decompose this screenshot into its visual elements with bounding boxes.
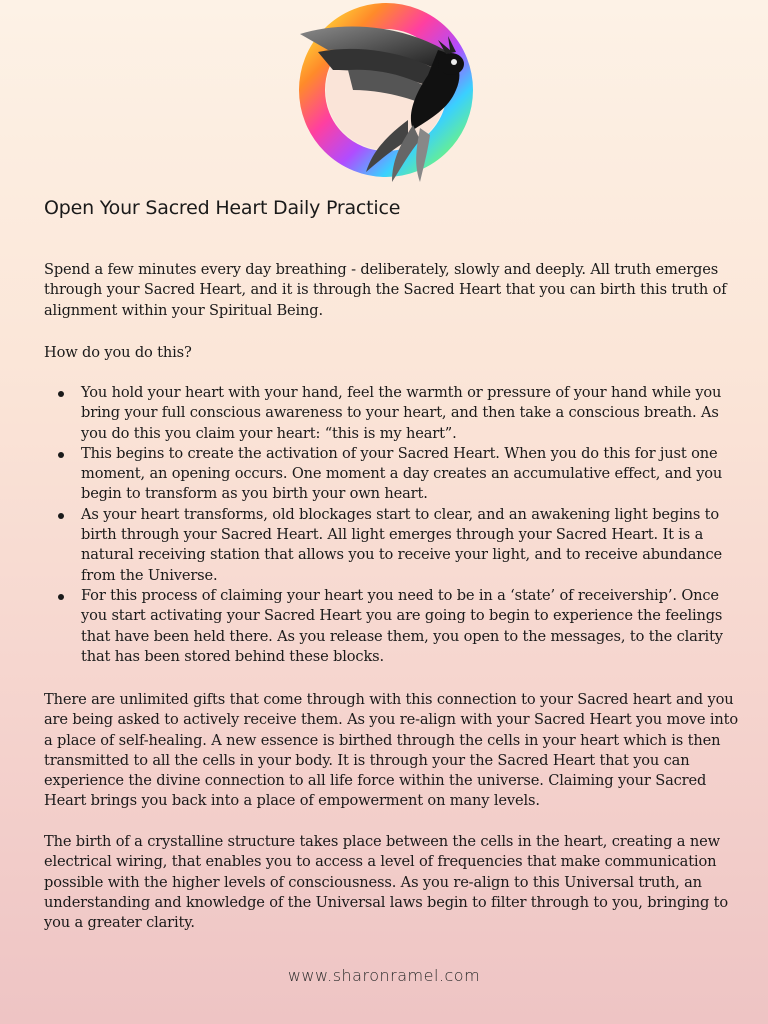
list-item-text: As your heart transforms, old blockages start to clear, and an awakening light begins to birth through your Sacred Heart. All light emerges through your Sacred Heart. It is a natural receiving station that allows you to receive your light, and to receive abundance from the Universe. <box>81 505 723 584</box>
list-item <box>44 383 744 444</box>
bullet-dot-icon <box>58 594 64 600</box>
list-item-text: You hold your heart with your hand, feel the warmth or pressure of your hand while you bring your full conscious awareness to your heart, and then take a conscious breath. As you do this you claim your heart: “this is my heart”. <box>81 384 722 442</box>
bullet-dot-icon <box>58 452 64 458</box>
list-item <box>44 505 744 586</box>
list-item <box>44 444 744 505</box>
list-item-text: For this process of claiming your heart you need to be in a ‘state’ of receivership’. Once you start activating your Sacred Heart you are going to begin to experience the feelings that have been held there. As you release them, you open to the messages, to the clarity that has been stored behind these blocks. <box>81 586 723 665</box>
question-paragraph: How do you do this? <box>44 344 192 361</box>
bullet-dot-icon <box>58 513 64 519</box>
crystalline-paragraph: The birth of a crystalline structure takes place between the cells in the heart, creating a new electrical wiring, that enables you to access a level of frequencies that make communication possible with the higher levels of consciousness. As you re-align to this Universal truth, an understanding and knowledge of the Universal laws begin to filter through to you, bringing to you a greater clarity. <box>44 833 728 932</box>
list-item <box>44 586 744 667</box>
list-item-text: This begins to create the activation of your Sacred Heart. When you do this for just one moment, an opening occurs. One moment a day creates an accumulative effect, and you begin to transform as you birth your own heart. <box>81 444 723 503</box>
gifts-paragraph: There are unlimited gifts that come through with this connection to your Sacred heart and you are being asked to actively receive them. As you re-align with your Sacred Heart you move into a place of self-healing. A new essence is birthed through the cells in your heart which is then transmitted to all the cells in your body. It is through your the Sacred Heart that you can experience the divine connection to all life force within the universe. Claiming your Sacred Heart brings you back into a place of empowerment on many levels. <box>44 691 739 810</box>
practice-bullet-list <box>44 383 744 667</box>
intro-paragraph: Spend a few minutes every day breathing - deliberately, slowly and deeply. All truth emerges through your Sacred Heart, and it is through the Sacred Heart that you can birth this truth of alignment within your Spiritual Being. <box>44 261 727 319</box>
bullet-dot-icon <box>58 391 64 397</box>
page-title: Open Your Sacred Heart Daily Practice <box>44 197 401 219</box>
rainbow-bird-logo-icon <box>288 0 488 185</box>
website-url[interactable]: www.sharonramel.com <box>287 966 481 985</box>
